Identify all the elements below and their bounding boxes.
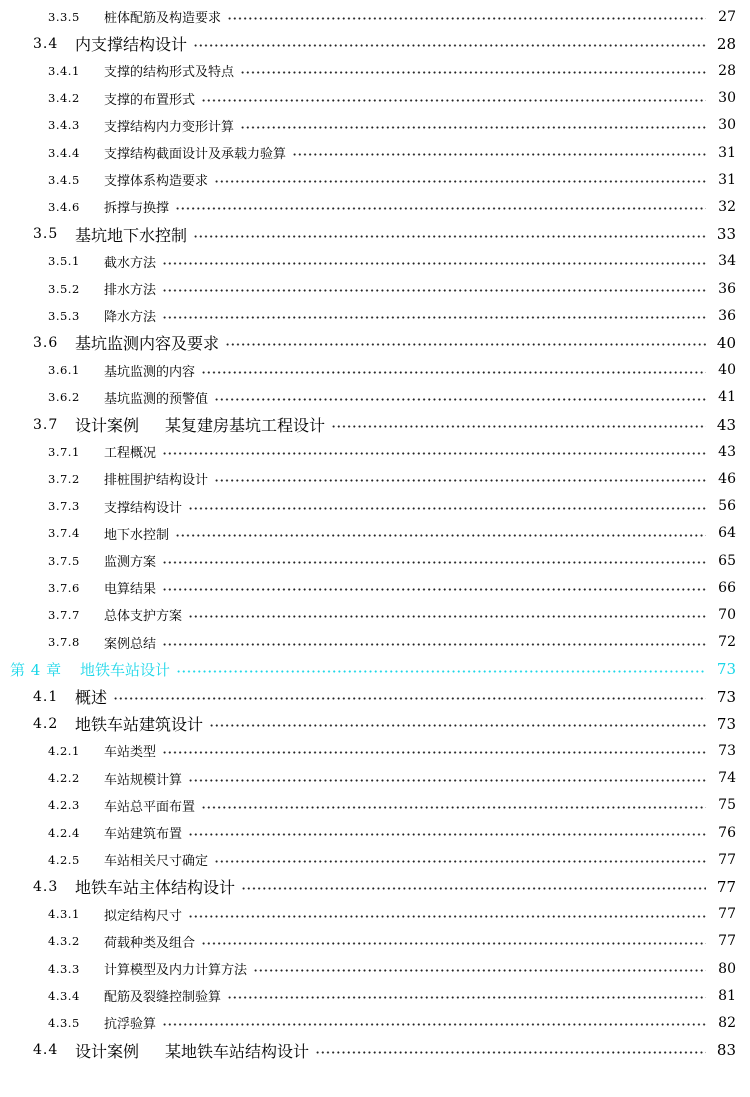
toc-entry-number: 3.6	[33, 334, 59, 351]
toc-entry-number: 4.3	[33, 878, 59, 895]
dot-leader	[331, 425, 706, 428]
toc-entry-number: 3.7.4	[48, 526, 80, 541]
dot-leader	[240, 126, 706, 129]
toc-entry-page-number: 77	[718, 933, 736, 950]
toc-entry-title-text: 排桩围护结构设计	[104, 473, 209, 489]
toc-entry-page-number: 73	[718, 742, 736, 759]
toc-entry-page-number: 40	[718, 362, 736, 379]
toc-entry-title	[104, 633, 156, 652]
toc-entry-title-text: 抗浮验算	[104, 1017, 157, 1033]
toc-entry-page-number: 72	[718, 634, 736, 651]
toc-entry-subtitle: 某复建房基坑工程设计	[165, 416, 326, 435]
dot-leader	[176, 670, 706, 673]
dot-leader	[162, 289, 706, 292]
toc-entry-title-text: 荷载种类及组合	[104, 935, 196, 951]
toc-entry-title-text: 车站总平面布置	[104, 799, 196, 815]
dot-leader	[253, 969, 706, 972]
toc-entry-title-text: 降水方法	[104, 310, 157, 326]
toc-entry-title-text: 支撑的布置形式	[104, 92, 196, 108]
toc-entry	[0, 1037, 750, 1064]
dot-leader	[241, 887, 706, 890]
toc-entry-page-number: 80	[718, 960, 736, 977]
toc-entry-number: 4.3.4	[48, 988, 80, 1003]
dot-leader	[162, 561, 706, 564]
dot-leader	[214, 860, 706, 863]
dot-leader	[201, 806, 706, 809]
dot-leader	[175, 534, 706, 537]
toc-entry	[0, 547, 750, 574]
toc-entry-page-number: 70	[718, 606, 736, 623]
toc-entry-title	[75, 685, 107, 708]
toc-entry-number: 4.2.2	[48, 771, 80, 786]
toc-entry-title-text: 概述	[75, 688, 108, 707]
toc-entry-page-number: 43	[718, 443, 736, 460]
toc-entry-title	[75, 32, 187, 55]
toc-entry-title-text: 支撑结构内力变形计算	[104, 119, 235, 135]
toc-entry-title	[75, 223, 187, 246]
toc-entry-title	[104, 551, 156, 570]
toc-entry-title-text: 拟定结构尺寸	[104, 908, 183, 924]
toc-entry-page-number: 73	[716, 687, 736, 706]
dot-leader	[188, 507, 706, 510]
toc-entry	[0, 901, 750, 928]
toc-entry-title	[104, 959, 247, 978]
toc-entry-title-text: 监测方案	[104, 555, 157, 570]
toc-entry-page-number: 56	[718, 498, 736, 515]
toc-entry-page-number: 36	[718, 307, 736, 324]
toc-entry	[0, 737, 750, 764]
toc-entry-number: 3.5.3	[48, 308, 80, 323]
toc-entry	[0, 520, 750, 547]
toc-entry	[0, 3, 750, 30]
toc-entry-title	[80, 659, 170, 680]
toc-entry-page-number: 40	[716, 333, 736, 352]
toc-entry-number: 4.2.4	[48, 825, 80, 840]
toc-entry	[0, 819, 750, 846]
toc-entry	[0, 955, 750, 982]
toc-entry-title-text: 基坑监测内容及要求	[75, 334, 220, 354]
toc-entry-page-number: 76	[718, 824, 736, 841]
toc-entry	[0, 765, 750, 792]
toc-entry	[0, 166, 750, 193]
toc-entry-subtitle: 某地铁车站结构设计	[165, 1041, 310, 1061]
dot-leader	[188, 779, 706, 782]
toc-entry-title	[75, 875, 235, 898]
dot-leader	[201, 371, 706, 374]
toc-entry	[0, 982, 750, 1009]
toc-entry-title-text: 拆撑与换撑	[104, 201, 170, 217]
dot-leader	[193, 235, 706, 238]
toc-entry-title	[75, 331, 219, 354]
dot-leader	[201, 942, 706, 945]
toc-entry-title-text: 基坑监测的内容	[104, 364, 196, 380]
toc-entry	[0, 873, 750, 900]
dot-leader	[188, 833, 706, 836]
toc-entry-title	[104, 850, 208, 869]
toc-entry	[0, 221, 750, 248]
toc-entry	[0, 493, 750, 520]
toc-entry-title-text: 支撑的结构形式及特点	[104, 65, 235, 81]
toc-entry-number: 第 4 章	[10, 660, 62, 679]
toc-entry-number: 3.4.6	[48, 199, 80, 214]
toc-entry-number: 4.3.1	[48, 907, 80, 922]
toc-entry-title	[104, 143, 286, 162]
dot-leader	[292, 153, 706, 156]
toc-entry-title	[104, 442, 156, 461]
toc-entry-number: 3.7.1	[48, 444, 80, 459]
toc-entry-title	[104, 905, 182, 924]
toc-entry-number: 3.5.2	[48, 281, 80, 296]
toc-entry-page-number: 30	[718, 117, 736, 134]
toc-entry-number: 3.4.4	[48, 145, 80, 160]
toc-entry-number: 3.4.5	[48, 172, 80, 187]
toc-entry-title	[104, 578, 156, 597]
toc-entry-page-number: 75	[718, 797, 736, 814]
dot-leader	[214, 180, 706, 183]
dot-leader	[162, 588, 706, 591]
toc-entry-title	[104, 1013, 156, 1032]
toc-entry-title-text: 车站相关尺寸确定	[104, 854, 209, 870]
toc-entry-title-text: 地铁车站主体结构设计	[75, 878, 236, 898]
toc-entry	[0, 193, 750, 220]
toc-entry	[0, 928, 750, 955]
toc-entry-title-text: 支撑体系构造要求	[104, 174, 209, 190]
toc-entry-title-text: 支撑结构截面设计及承载力验算	[104, 147, 287, 162]
toc-entry	[0, 384, 750, 411]
toc-entry-page-number: 34	[718, 253, 736, 270]
toc-entry-title	[104, 497, 182, 516]
dot-leader	[227, 17, 706, 20]
toc-entry	[0, 411, 750, 438]
toc-entry-title	[104, 306, 156, 325]
toc-entry-title	[104, 252, 156, 271]
toc-entry-number: 3.3.5	[48, 9, 80, 24]
toc-entry-number: 3.5	[33, 226, 59, 243]
toc-entry-title	[104, 388, 208, 407]
toc-entry	[0, 465, 750, 492]
toc-entry-title	[104, 469, 208, 488]
toc-entry-number: 4.2	[33, 715, 59, 732]
toc-entry	[0, 85, 750, 112]
toc-entry-title-text: 内支撑结构设计	[75, 35, 188, 55]
toc-entry-title-text: 电算结果	[104, 582, 157, 598]
toc-entry-number: 3.7	[33, 416, 59, 433]
toc-entry-number: 4.2.1	[48, 743, 80, 758]
dot-leader	[162, 262, 706, 265]
toc-entry-page-number: 64	[718, 525, 736, 542]
dot-leader	[201, 99, 706, 102]
toc-entry-number: 3.4.2	[48, 91, 80, 106]
toc-entry-page-number: 31	[718, 144, 736, 161]
toc-entry-title-text: 支撑结构设计	[104, 500, 183, 516]
toc-entry-title-text: 排水方法	[104, 283, 157, 298]
toc-entry-page-number: 73	[716, 714, 736, 733]
toc-entry-page-number: 66	[718, 579, 736, 596]
dot-leader	[214, 479, 706, 482]
toc-entry-title	[104, 524, 169, 543]
dot-leader	[188, 615, 706, 618]
toc-entry-page-number: 28	[716, 34, 736, 53]
toc-entry	[0, 846, 750, 873]
dot-leader	[225, 343, 706, 346]
toc-entry	[0, 139, 750, 166]
toc-chapter-entry[interactable]	[0, 656, 750, 683]
toc-entry-title-text: 车站规模计算	[104, 772, 183, 788]
toc-entry-number: 4.1	[33, 688, 59, 705]
toc-entry	[0, 710, 750, 737]
toc-entry-title	[104, 61, 234, 80]
dot-leader	[175, 207, 706, 210]
toc-entry-title-text: 桩体配筋及构造要求	[104, 11, 222, 26]
toc-entry	[0, 574, 750, 601]
toc-entry-number: 3.6.1	[48, 363, 80, 378]
toc-entry-number: 3.4.1	[48, 63, 80, 78]
toc-entry-page-number: 77	[716, 877, 736, 896]
dot-leader	[214, 398, 706, 401]
dot-leader	[240, 71, 706, 74]
toc-entry-page-number: 43	[716, 415, 736, 434]
toc-entry-title-text: 车站建筑布置	[104, 827, 183, 842]
toc-entry-title-text: 地下水控制	[104, 527, 170, 543]
toc-entry-title	[75, 413, 325, 436]
toc-entry-title	[75, 1039, 309, 1062]
toc-entry-title	[75, 712, 203, 735]
toc-entry-title	[104, 796, 195, 815]
toc-entry-number: 3.5.1	[48, 254, 80, 269]
toc-entry	[0, 683, 750, 710]
toc-entry-page-number: 31	[718, 171, 736, 188]
toc-entry-number: 4.3.2	[48, 934, 80, 949]
toc-entry	[0, 792, 750, 819]
dot-leader	[113, 697, 706, 700]
toc-entry-title-text: 截水方法	[104, 255, 157, 271]
toc-entry-number: 3.7.6	[48, 580, 80, 595]
dot-leader	[162, 751, 706, 754]
toc-entry-number: 3.7.8	[48, 635, 80, 650]
toc-entry-page-number: 81	[718, 987, 736, 1004]
toc-entry-number: 4.2.3	[48, 798, 80, 813]
toc-entry	[0, 1009, 750, 1036]
dot-leader	[162, 643, 706, 646]
toc-entry-title-text: 车站类型	[104, 745, 157, 761]
toc-entry-title-text: 基坑地下水控制	[75, 225, 188, 245]
toc-entry-page-number: 77	[718, 851, 736, 868]
dot-leader	[315, 1051, 706, 1054]
toc-entry	[0, 629, 750, 656]
toc-entry-title	[104, 279, 156, 298]
toc-entry-page-number: 41	[718, 389, 736, 406]
toc-entry-page-number: 82	[718, 1014, 736, 1031]
toc-entry-title	[104, 197, 169, 216]
toc-entry-number: 3.4	[33, 35, 59, 52]
dot-leader	[227, 996, 706, 999]
toc-entry-page-number: 30	[718, 90, 736, 107]
toc-entry-page-number: 74	[718, 770, 736, 787]
toc-entry	[0, 248, 750, 275]
toc-entry-number: 3.7.2	[48, 471, 80, 486]
toc-entry	[0, 357, 750, 384]
toc-entry	[0, 601, 750, 628]
toc-entry-title	[104, 932, 195, 951]
toc-entry-title	[104, 823, 182, 842]
toc-entry-number: 3.7.7	[48, 607, 80, 622]
dot-leader	[209, 724, 706, 727]
toc-entry-title	[104, 741, 156, 760]
toc-entry-number: 4.3.3	[48, 961, 80, 976]
toc-entry-title	[104, 89, 195, 108]
toc-entry-page-number: 65	[718, 552, 736, 569]
toc-entry-number: 3.7.5	[48, 553, 80, 568]
toc-entry-page-number: 77	[718, 906, 736, 923]
toc-entry-page-number: 33	[716, 225, 736, 244]
toc-entry-page-number: 36	[718, 280, 736, 297]
toc-entry-title	[104, 986, 221, 1005]
toc-entry-title-text: 总体支护方案	[104, 609, 183, 625]
toc-entry-title-text: 配筋及裂缝控制验算	[104, 990, 222, 1006]
dot-leader	[193, 44, 706, 47]
toc-entry-page-number: 83	[716, 1041, 736, 1060]
toc-entry	[0, 112, 750, 139]
toc-entry-title-text: 设计案例	[75, 416, 140, 435]
toc-entry-title	[104, 7, 221, 26]
toc-entry-number: 3.4.3	[48, 118, 80, 133]
toc-entry-title-text: 地铁车站建筑设计	[75, 715, 204, 735]
toc-entry-page-number: 46	[718, 470, 736, 487]
toc-entry-number: 3.7.3	[48, 499, 80, 514]
toc-entry-page-number: 73	[716, 660, 736, 679]
toc-entry-page-number: 27	[718, 8, 736, 25]
dot-leader	[162, 1023, 706, 1026]
dot-leader	[162, 316, 706, 319]
dot-leader	[188, 915, 706, 918]
toc-entry	[0, 57, 750, 84]
toc-entry-title	[104, 769, 182, 788]
toc-entry-number: 4.3.5	[48, 1015, 80, 1030]
toc-entry	[0, 329, 750, 356]
toc-entry	[0, 438, 750, 465]
toc-entry-number: 4.2.5	[48, 852, 80, 867]
toc-entry	[0, 30, 750, 57]
dot-leader	[162, 452, 706, 455]
toc-entry-title-text: 工程概况	[104, 446, 157, 462]
toc-entry	[0, 275, 750, 302]
toc-entry-title	[104, 605, 182, 624]
toc-entry-title	[104, 116, 234, 135]
toc-entry-title-text: 基坑监测的预警值	[104, 391, 209, 407]
toc-entry-title-text: 地铁车站设计	[80, 660, 171, 679]
toc-entry-title-text: 计算模型及内力计算方法	[104, 963, 248, 978]
toc-entry-title	[104, 361, 195, 380]
toc-entry-title	[104, 170, 208, 189]
toc-entry-title-text: 案例总结	[104, 636, 157, 652]
toc-entry-number: 3.6.2	[48, 390, 80, 405]
toc-entry-page-number: 28	[718, 62, 736, 79]
toc-entry-page-number: 32	[718, 198, 736, 215]
toc-entry-title-text: 设计案例	[75, 1041, 140, 1061]
toc-entry-number: 4.4	[33, 1042, 59, 1059]
toc-entry	[0, 302, 750, 329]
